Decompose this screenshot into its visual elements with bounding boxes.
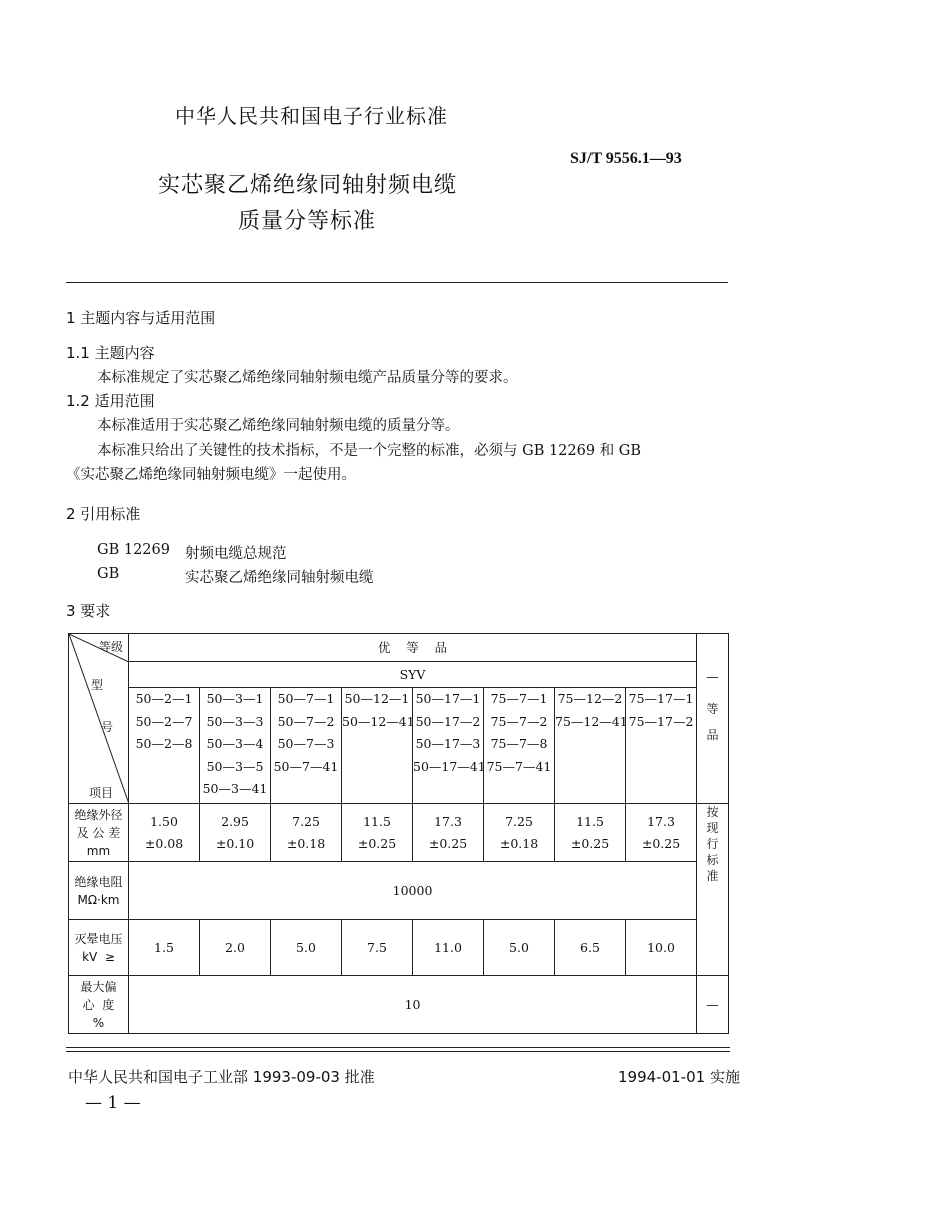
page-number: — 1 — — [85, 1093, 141, 1113]
approval-statement: 中华人民共和国电子工业部 1993-09-03 批准 — [68, 1068, 375, 1086]
diameter-cell-7: 11.5 ±0.25 — [555, 804, 626, 862]
section-1-2-text-1: 本标准适用于实芯聚乙烯绝缘同轴射频电缆的质量分等。 — [97, 418, 460, 434]
row-label-diameter: 绝缘外径 及 公 差 mm — [69, 804, 129, 862]
right-method-label: 按 现 行 标 准 — [697, 804, 729, 976]
resistance-value: 10000 — [129, 862, 697, 920]
diameter-cell-6: 7.25 ±0.18 — [484, 804, 555, 862]
voltage-cell-8: 10.0 — [626, 920, 697, 976]
type-header: SYV — [129, 662, 697, 688]
header-divider — [66, 282, 728, 283]
right-grade-label: 等 品 — [697, 688, 729, 804]
diameter-cell-2: 2.95 ±0.10 — [200, 804, 271, 862]
eccentricity-value: 10 — [129, 976, 697, 1034]
voltage-cell-3: 5.0 — [271, 920, 342, 976]
model-cell-6: 75—7—1 75—7—2 75—7—8 75—7—41 — [484, 688, 555, 804]
voltage-cell-2: 2.0 — [200, 920, 271, 976]
diameter-cell-1: 1.50 ±0.08 — [129, 804, 200, 862]
model-cell-3: 50—7—1 50—7—2 50—7—3 50—7—41 — [271, 688, 342, 804]
section-1-2-text-3: 《实芯聚乙烯绝缘同轴射频电缆》一起使用。 — [66, 467, 356, 483]
corner-diagonal-lines — [69, 634, 129, 804]
right-dash-bottom: — — [697, 976, 729, 1034]
right-dash-top: — — [697, 662, 729, 688]
right-column-top — [697, 634, 729, 662]
diameter-cell-5: 17.3 ±0.25 — [413, 804, 484, 862]
diameter-cell-8: 17.3 ±0.25 — [626, 804, 697, 862]
voltage-cell-6: 5.0 — [484, 920, 555, 976]
diameter-cell-3: 7.25 ±0.18 — [271, 804, 342, 862]
voltage-cell-1: 1.5 — [129, 920, 200, 976]
corner-label-number: 号 — [101, 720, 114, 734]
voltage-cell-7: 6.5 — [555, 920, 626, 976]
model-cell-1: 50—2—1 50—2—7 50—2—8 — [129, 688, 200, 804]
document-title-line1: 实芯聚乙烯绝缘同轴射频电缆 — [158, 173, 458, 198]
corner-label-grade: 等级 — [99, 640, 124, 654]
model-cell-8: 75—17—1 75—17—2 — [626, 688, 697, 804]
row-label-voltage: 灭晕电压 kV ≥ — [69, 920, 129, 976]
standard-code: SJ/T 9556.1—93 — [570, 150, 682, 167]
model-cell-5: 50—17—1 50—17—2 50—17—3 50—17—41 — [413, 688, 484, 804]
footer-divider-1 — [66, 1047, 730, 1048]
row-label-eccentricity: 最大偏 心 度 % — [69, 976, 129, 1034]
row-label-resistance: 绝缘电阻 MΩ·km — [69, 862, 129, 920]
voltage-cell-4: 7.5 — [342, 920, 413, 976]
reference-2-name: 实芯聚乙烯绝缘同轴射频电缆 — [185, 570, 374, 586]
effective-date: 1994-01-01 实施 — [618, 1068, 740, 1086]
reference-2-code: GB — [97, 566, 120, 582]
section-1-2-heading: 1.2 适用范围 — [66, 392, 155, 410]
section-1-heading: 1 主题内容与适用范围 — [66, 309, 216, 327]
issuing-organization: 中华人民共和国电子行业标准 — [175, 104, 448, 128]
model-cell-7: 75—12—2 75—12—41 — [555, 688, 626, 804]
section-1-2-text-2: 本标准只给出了关键性的技术指标，不是一个完整的标准，必须与 GB 12269 和 GB — [97, 443, 642, 459]
section-3-heading: 3 要求 — [66, 602, 111, 620]
model-cell-2: 50—3—1 50—3—3 50—3—4 50—3—5 50—3—41 — [200, 688, 271, 804]
corner-label-type: 型 — [91, 678, 104, 692]
requirements-table — [68, 633, 729, 1034]
footer-divider-2 — [66, 1051, 730, 1052]
voltage-cell-5: 11.0 — [413, 920, 484, 976]
table-corner-cell — [69, 634, 129, 804]
model-cell-4: 50—12—1 50—12—41 — [342, 688, 413, 804]
section-1-1-text: 本标准规定了实芯聚乙烯绝缘同轴射频电缆产品质量分等的要求。 — [97, 370, 518, 386]
grade-header: 优 等 品 — [129, 634, 697, 662]
reference-1-code: GB 12269 — [97, 542, 170, 558]
document-title-line2: 质量分等标准 — [238, 209, 377, 234]
section-1-1-heading: 1.1 主题内容 — [66, 344, 155, 362]
corner-label-item: 项目 — [89, 786, 114, 800]
diameter-cell-4: 11.5 ±0.25 — [342, 804, 413, 862]
reference-1-name: 射频电缆总规范 — [185, 546, 287, 562]
section-2-heading: 2 引用标准 — [66, 505, 141, 523]
